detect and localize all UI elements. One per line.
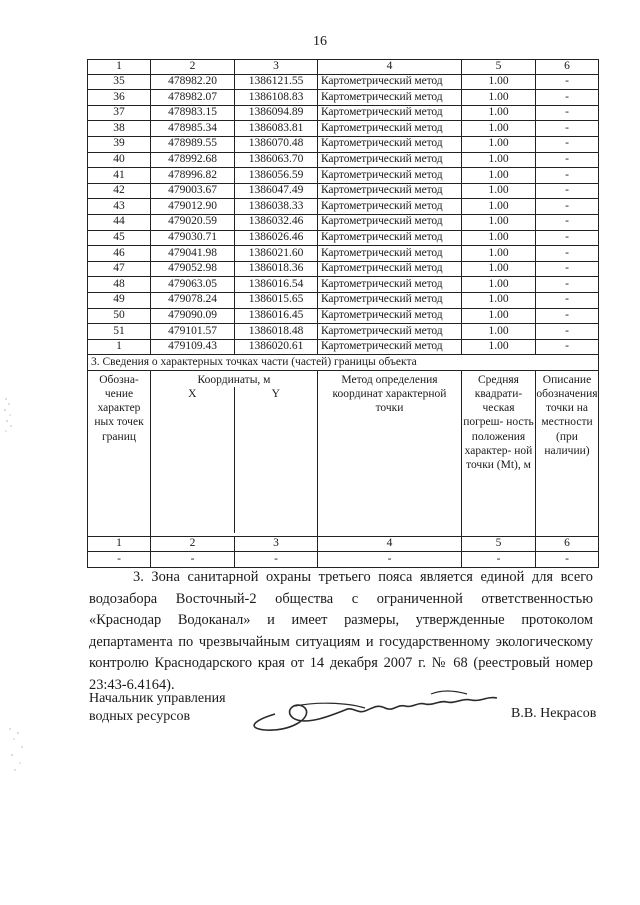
table-cell: 1 [88, 339, 151, 355]
table-cell: 1386047.49 [235, 183, 318, 199]
table-cell: 1386015.65 [235, 292, 318, 308]
table-cell: Картометрический метод [318, 183, 462, 199]
col-coordinates [151, 370, 318, 536]
col-x: X [188, 388, 197, 401]
header-cell: 6 [536, 60, 599, 75]
table-cell: 1.00 [462, 230, 536, 246]
table-cell: 479041.98 [151, 246, 235, 262]
table-cell: - [536, 292, 599, 308]
table-cell: 1386083.81 [235, 121, 318, 137]
table-body [88, 60, 599, 355]
signer-position-line1: Начальник управления [89, 691, 226, 706]
table-cell: 1.00 [462, 214, 536, 230]
table-cell: 479078.24 [151, 292, 235, 308]
table-cell: 479020.59 [151, 214, 235, 230]
scan-artifact [6, 725, 30, 775]
col-coordinates-label: Координаты, м [197, 373, 271, 386]
handwritten-signature [235, 678, 505, 738]
table-cell: 478983.15 [151, 105, 235, 121]
table-row [88, 261, 599, 277]
table-cell: 478982.07 [151, 90, 235, 106]
table-cell: Картометрический метод [318, 214, 462, 230]
table-cell: 1386016.45 [235, 308, 318, 324]
table-cell: Картометрический метод [318, 105, 462, 121]
table-row [88, 152, 599, 168]
header-cell: 3 [235, 60, 318, 75]
table-cell: Картометрический метод [318, 90, 462, 106]
table-cell: 479030.71 [151, 230, 235, 246]
table-cell: Картометрический метод [318, 339, 462, 355]
table-cell: 37 [88, 105, 151, 121]
table-cell: 478992.68 [151, 152, 235, 168]
zone-paragraph: 3. Зона санитарной охраны третьего пояса является единой для всего водозабора Восточный-2 общества с ограниченной ответственностью «Краснодар Водоканал» и имеет размеры, утвержденные протоколом департамента по чрезвычайным ситуациям и государственному экологическому контролю Краснодарского края от 14 декабря 2007 г. № 68 (реестровый номер 23:43-6.4164). [89, 569, 593, 693]
table-cell: Картометрический метод [318, 168, 462, 184]
table-cell: - [536, 199, 599, 215]
table-row [88, 246, 599, 262]
table-cell: - [536, 261, 599, 277]
number-cell: 6 [536, 536, 599, 552]
table-cell: Картометрический метод [318, 74, 462, 90]
table-row [88, 90, 599, 106]
empty-cell: - [151, 552, 235, 568]
table-row [88, 74, 599, 90]
table-cell: - [536, 277, 599, 293]
table-cell: 1.00 [462, 277, 536, 293]
table-cell: - [536, 230, 599, 246]
table-row [88, 339, 599, 355]
table-cell: 1.00 [462, 105, 536, 121]
table-cell: - [536, 168, 599, 184]
table-cell: 479003.67 [151, 183, 235, 199]
table-row [88, 136, 599, 152]
table-cell: 1386121.55 [235, 74, 318, 90]
table-cell: 1.00 [462, 308, 536, 324]
table-cell: Картометрический метод [318, 246, 462, 262]
table-cell: 1.00 [462, 136, 536, 152]
table-cell: 1.00 [462, 90, 536, 106]
table-cell: 1.00 [462, 292, 536, 308]
signer-position-line2: водных ресурсов [89, 709, 191, 724]
table-cell: 42 [88, 183, 151, 199]
table-cell: 1386063.70 [235, 152, 318, 168]
table-cell: 1386056.59 [235, 168, 318, 184]
table-cell: 49 [88, 292, 151, 308]
section3-body [88, 355, 599, 568]
scan-artifact [0, 395, 20, 435]
table-cell: 51 [88, 324, 151, 340]
page-number: 16 [313, 34, 327, 49]
table-cell: 39 [88, 136, 151, 152]
table-cell: Картометрический метод [318, 277, 462, 293]
table-cell: 1386018.48 [235, 324, 318, 340]
table-cell: 1386020.61 [235, 339, 318, 355]
table-cell: - [536, 324, 599, 340]
table-cell: 45 [88, 230, 151, 246]
table-cell: 1386094.89 [235, 105, 318, 121]
column-number-row [88, 536, 599, 552]
table-cell: - [536, 105, 599, 121]
table-cell: - [536, 308, 599, 324]
table-cell: 1386026.46 [235, 230, 318, 246]
empty-cell: - [235, 552, 318, 568]
table-cell: 479101.57 [151, 324, 235, 340]
table-row [88, 277, 599, 293]
table-cell: 38 [88, 121, 151, 137]
table-cell: Картометрический метод [318, 152, 462, 168]
col-method: Метод определения координат характерной точки [318, 370, 462, 536]
table-cell: 1386016.54 [235, 277, 318, 293]
table-cell: 1.00 [462, 121, 536, 137]
table-cell: 1386018.36 [235, 261, 318, 277]
table-row [88, 168, 599, 184]
empty-data-row [88, 552, 599, 568]
table-cell: 47 [88, 261, 151, 277]
table-cell: 1.00 [462, 152, 536, 168]
table-cell: 479109.43 [151, 339, 235, 355]
table-cell: - [536, 74, 599, 90]
table-cell: - [536, 136, 599, 152]
table-cell: Картометрический метод [318, 324, 462, 340]
header-cell: 2 [151, 60, 235, 75]
table-cell: 50 [88, 308, 151, 324]
table-row [88, 183, 599, 199]
table-cell: 1386038.33 [235, 199, 318, 215]
table-cell: - [536, 183, 599, 199]
col-designation: Обозна- чение характер ных точек границ [88, 370, 151, 536]
table-cell: Картометрический метод [318, 308, 462, 324]
table-cell: 1.00 [462, 246, 536, 262]
coordinates-table [87, 59, 599, 568]
table-cell: Картометрический метод [318, 230, 462, 246]
table-cell: 1.00 [462, 324, 536, 340]
table-cell: 35 [88, 74, 151, 90]
number-cell: 5 [462, 536, 536, 552]
table-header-row [88, 60, 599, 75]
table-cell: 478985.34 [151, 121, 235, 137]
table-cell: 1386108.83 [235, 90, 318, 106]
table-cell: 1386032.46 [235, 214, 318, 230]
table-cell: 1.00 [462, 199, 536, 215]
table-cell: 478989.55 [151, 136, 235, 152]
number-cell: 4 [318, 536, 462, 552]
empty-cell: - [536, 552, 599, 568]
table-cell: 1.00 [462, 261, 536, 277]
table-cell: - [536, 121, 599, 137]
col-description: Описание обозначения точки на местности (при наличии) [536, 370, 599, 536]
table-cell: 479090.09 [151, 308, 235, 324]
number-cell: 3 [235, 536, 318, 552]
table-cell: 478982.20 [151, 74, 235, 90]
table-cell: 479052.98 [151, 261, 235, 277]
header-cell: 5 [462, 60, 536, 75]
table-cell: Картометрический метод [318, 121, 462, 137]
table-row [88, 292, 599, 308]
table-cell: - [536, 152, 599, 168]
table-cell: Картометрический метод [318, 199, 462, 215]
header-cell: 4 [318, 60, 462, 75]
number-cell: 1 [88, 536, 151, 552]
table-cell: 40 [88, 152, 151, 168]
table-row [88, 230, 599, 246]
table-row [88, 214, 599, 230]
table-cell: Картометрический метод [318, 261, 462, 277]
number-cell: 2 [151, 536, 235, 552]
table-cell: 478996.82 [151, 168, 235, 184]
table-row [88, 199, 599, 215]
table-row [88, 121, 599, 137]
table-cell: 1386070.48 [235, 136, 318, 152]
table-cell: 43 [88, 199, 151, 215]
signer-name: В.В. Некрасов [511, 706, 597, 721]
table-row [88, 105, 599, 121]
section3-row [88, 355, 599, 371]
empty-cell: - [318, 552, 462, 568]
table-cell: - [536, 339, 599, 355]
table-cell: 46 [88, 246, 151, 262]
column-heading-row [88, 370, 599, 536]
header-cell: 1 [88, 60, 151, 75]
table-cell: Картометрический метод [318, 292, 462, 308]
table-cell: Картометрический метод [318, 136, 462, 152]
table-cell: 479012.90 [151, 199, 235, 215]
table-row [88, 308, 599, 324]
table-cell: 1386021.60 [235, 246, 318, 262]
table-cell: - [536, 246, 599, 262]
table-cell: - [536, 214, 599, 230]
empty-cell: - [88, 552, 151, 568]
col-y: Y [234, 387, 318, 533]
table-cell: 44 [88, 214, 151, 230]
empty-cell: - [462, 552, 536, 568]
table-cell: 41 [88, 168, 151, 184]
table-row [88, 324, 599, 340]
table-cell: 1.00 [462, 168, 536, 184]
section3-title: 3. Сведения о характерных точках части (частей) границы объекта [88, 355, 599, 371]
table-cell: 1.00 [462, 183, 536, 199]
table-cell: 1.00 [462, 339, 536, 355]
signer-position [89, 690, 226, 726]
table-cell: 1.00 [462, 74, 536, 90]
table-cell: - [536, 90, 599, 106]
col-error: Средняя квадрати- ческая погреш- ность положения характер- ной точки (Mt), м [462, 370, 536, 536]
table-cell: 48 [88, 277, 151, 293]
table-cell: 36 [88, 90, 151, 106]
table-cell: 479063.05 [151, 277, 235, 293]
